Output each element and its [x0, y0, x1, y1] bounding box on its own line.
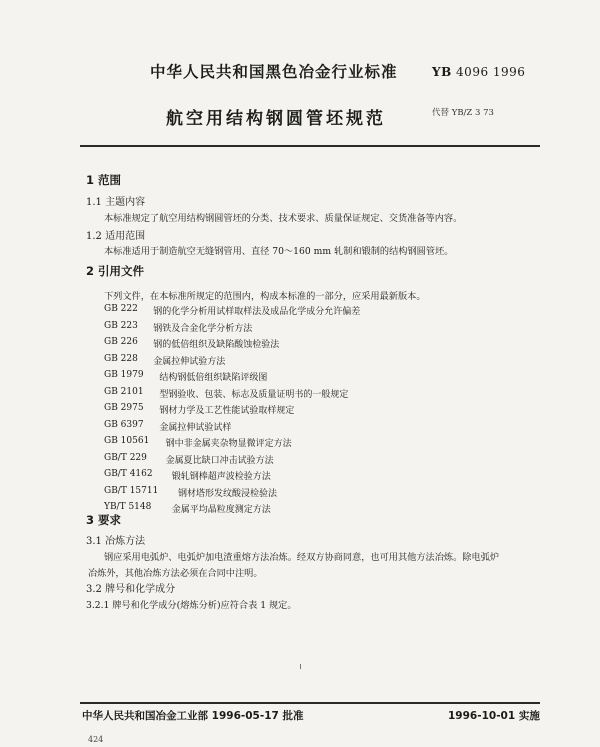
reference-code: GB 1979 — [104, 370, 144, 380]
scan-mark — [300, 664, 301, 669]
page-number: 424 — [88, 735, 104, 744]
standard-prefix: YB — [432, 65, 452, 79]
reference-code: GB 223 — [104, 320, 138, 331]
reference-code: GB 10561 — [104, 436, 150, 446]
reference-title: 钢材塔形发纹酸浸检验法 — [178, 488, 278, 499]
replaces-note: 代替 YB/Z 3 73 — [432, 108, 494, 118]
reference-title: 型钢验收、包装、标志及质量证明书的一般规定 — [159, 389, 349, 400]
section-1-heading: 1 范围 — [86, 173, 122, 187]
reference-code: GB 228 — [104, 353, 138, 364]
reference-title: 金属平均晶粒度测定方法 — [171, 505, 271, 515]
approval-date: 中华人民共和国冶金工业部 1996-05-17 批准 — [82, 710, 304, 722]
effective-date: 1996-10-01 实施 — [448, 710, 540, 722]
header-rule — [80, 145, 540, 147]
reference-title: 金属拉伸试验方法 — [153, 356, 226, 367]
standard-number — [432, 65, 525, 79]
section-3-heading: 3 要求 — [86, 513, 122, 527]
reference-code: GB/T 15711 — [104, 485, 159, 496]
section-1-1-heading: 1.1 主题内容 — [86, 197, 146, 208]
reference-title: 钢材力学及工艺性能试验取样规定 — [159, 406, 295, 416]
section-2-heading: 2 引用文件 — [86, 264, 145, 278]
reference-code: GB 226 — [104, 337, 138, 347]
section-3-2-1-text: 3.2.1 牌号和化学成分(熔炼分析)应符合表 1 规定。 — [86, 600, 297, 611]
reference-title: 钢的低倍组织及缺陷酸蚀检验法 — [153, 340, 280, 350]
reference-title: 结构钢低倍组织缺陷评级图 — [159, 373, 268, 383]
issuer-title: 中华人民共和国黑色冶金行业标准 — [150, 63, 398, 81]
reference-title: 钢的化学分析用试样取样法及成品化学成分允许偏差 — [153, 307, 361, 317]
section-1-2-text: 本标准适用于制造航空无缝钢管用、直径 70～160 mm 轧制和锻制的结构钢圆管坯。 — [104, 246, 454, 257]
reference-code: GB 2101 — [104, 386, 144, 397]
section-3-1-text-line1: 钢应采用电弧炉、电弧炉加电渣重熔方法冶炼。经双方协商同意，也可用其他方法冶炼。除电弧炉 — [104, 552, 500, 563]
reference-code: GB 6397 — [104, 419, 144, 430]
reference-code: GB/T 229 — [104, 452, 147, 463]
section-2-intro: 下列文件，在本标准所规定的范围内，构成本标准的一部分，应采用最新版本。 — [104, 291, 426, 302]
reference-title: 金属拉伸试验试样 — [159, 422, 232, 433]
reference-title: 金属夏比缺口冲击试验方法 — [165, 455, 274, 466]
reference-title: 锻轧钢棒超声波检验方法 — [171, 472, 271, 482]
reference-title: 钢铁及合金化学分析方法 — [153, 323, 253, 334]
standard-code: 4096 1996 — [456, 65, 526, 79]
section-1-2-heading: 1.2 适用范围 — [86, 231, 146, 242]
document-title: 航空用结构钢圆管坯规范 — [166, 109, 386, 129]
reference-code: GB 2975 — [104, 403, 144, 413]
reference-code: GB/T 4162 — [104, 469, 153, 479]
section-3-1-text-line2: 冶炼外，其他冶炼方法必须在合同中注明。 — [88, 568, 263, 579]
reference-code: YB/T 5148 — [104, 502, 152, 512]
reference-code: GB 222 — [104, 304, 138, 314]
reference-title: 钢中非金属夹杂物显微评定方法 — [165, 439, 292, 449]
section-3-2-heading: 3.2 牌号和化学成分 — [86, 584, 176, 595]
section-3-1-heading: 3.1 冶炼方法 — [86, 536, 146, 547]
footer-rule — [80, 702, 540, 704]
section-1-1-text: 本标准规定了航空用结构钢圆管坯的分类、技术要求、质量保证规定、交货准备等内容。 — [104, 213, 463, 224]
